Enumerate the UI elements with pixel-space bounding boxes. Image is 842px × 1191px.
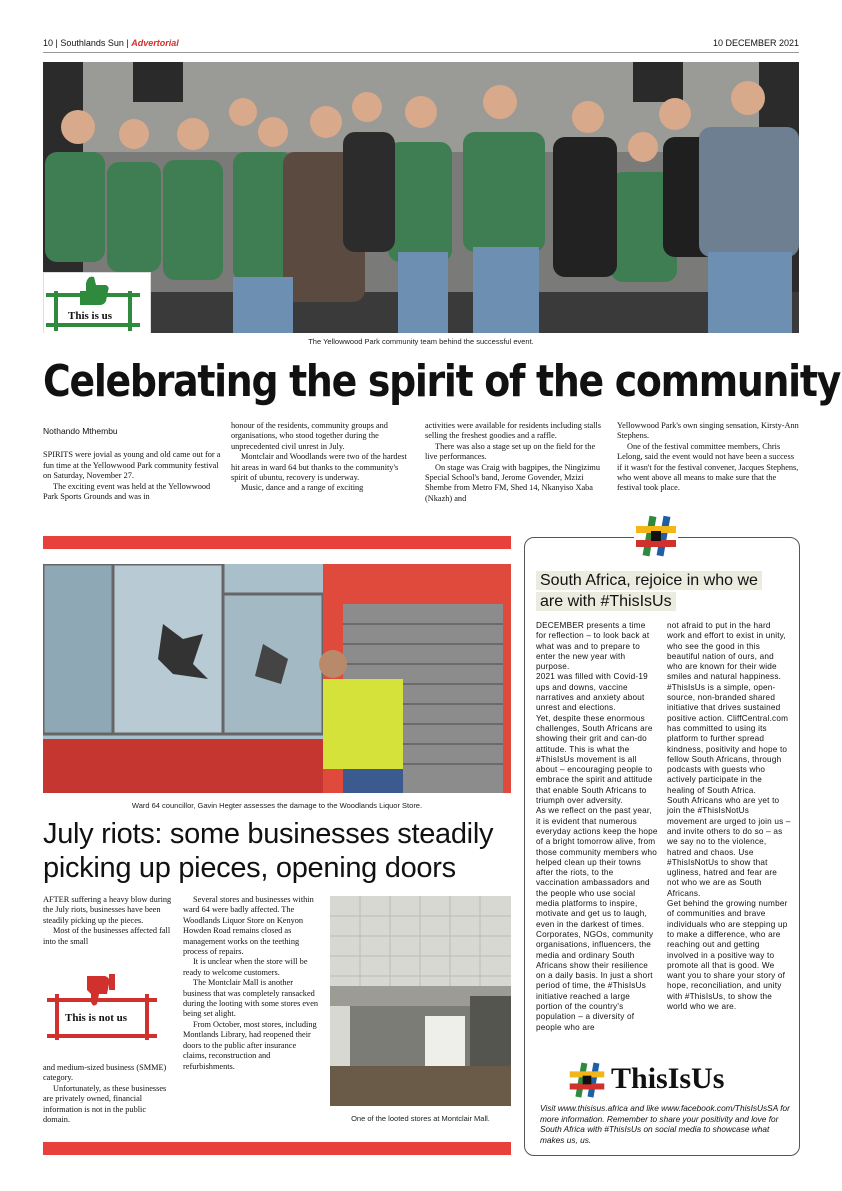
this-is-not-us-badge bbox=[43, 970, 163, 1042]
riot-column-2 bbox=[183, 895, 321, 1072]
story-column-4 bbox=[617, 421, 799, 494]
sidebar-column-2: not afraid to put in the hard work and effort to exist in unity, who see the good in this beautiful nation of ours, and who are known for their wide smiles and natural happiness. #ThisIsUs is a simple, open-source, non-branded shared initiative that drives sustained positive action. CliffCentral.com has committed to using its platform to further spread kindness, positivity and hope to fellow South Africans, through podcasts with guests who actively participate in the healing of South Africa. South Africans who are yet to join the #ThisIsNotUs movement are urged to join us – and invite others to do so – as we say no to the violence, hatred and chaos. Use #ThisIsNotUs to show that ugliness, hatred and fear are not who we are as South Africans. Get behind the growing number of communities and brave individuals who are stepping up to make a difference, who are reaching out and getting involved in a positive way to promote all that is good. We want you to share your story of hope, reconciliation, and unity with #ThisIsUs, to show the world who we are. bbox=[667, 621, 791, 1011]
paragraph: Several stores and businesses within ward 64 were badly affected. The Woodlands Liquor Store on Kenyon Howden Road remains closed as management works on the teething process of repairs. bbox=[183, 895, 314, 957]
header-left: 10 | Southlands Sun | Advertorial bbox=[43, 38, 179, 48]
page-header bbox=[43, 38, 799, 52]
badge-label: This is not us bbox=[65, 1012, 128, 1024]
riot-headline-line-2: picking up pieces, opening doors bbox=[43, 852, 456, 884]
sidebar-title-line-2: are with #ThisIsUs bbox=[536, 592, 676, 611]
paragraph: One of the festival committee members, Chris Lelong, said the event would not have been a success if it wasn't for the festival convener, Jacques Stephens, who went above all means to make sure that the festival took place. bbox=[617, 441, 799, 493]
paragraph: Yellowwood Park's own singing sensation, Kirsty-Ann Stephens. bbox=[617, 421, 799, 441]
story-column-1 bbox=[43, 426, 221, 502]
paragraph: The Montclair Mall is another business that was completely ransacked during the looting with some stores even being set alight. bbox=[183, 978, 319, 1019]
mall-store-photo bbox=[330, 896, 511, 1106]
section-label: Advertorial bbox=[131, 38, 179, 48]
story-column-2 bbox=[231, 421, 415, 494]
mall-store-illustration bbox=[330, 896, 511, 1106]
section-divider-bar bbox=[43, 536, 511, 549]
thumbs-down-icon bbox=[43, 970, 163, 1042]
paragraph: SPIRITS were jovial as young and old came out for a fun time at the Yellowwood Park community festival on Saturday, November 27. bbox=[43, 450, 221, 481]
thumbs-up-icon bbox=[44, 273, 150, 333]
riot-column-1-bottom bbox=[43, 1063, 173, 1125]
paragraph: Music, dance and a range of exciting bbox=[241, 483, 364, 493]
sidebar-footer: Visit www.thisisus.africa and like www.facebook.com/ThisIsUsSA for more information. Remember to share your positivity and love for South Africa with #ThisIsUs on social media to showcase what makes us, us. bbox=[540, 1103, 790, 1145]
logo-wordmark: ThisIsUs bbox=[611, 1062, 725, 1095]
liquor-store-illustration bbox=[43, 564, 511, 793]
riot-column-1-top bbox=[43, 895, 173, 947]
riot-headline bbox=[43, 817, 513, 885]
byline: Nothando Mthembu bbox=[43, 426, 118, 436]
story-column-3 bbox=[425, 421, 607, 504]
issue-date: 10 DECEMBER 2021 bbox=[712, 38, 799, 48]
header-rule bbox=[43, 52, 799, 53]
paragraph: activities were available for residents including stalls selling the freshest goodies and a raffle. bbox=[425, 421, 602, 441]
this-is-us-badge bbox=[43, 272, 151, 333]
hashtag-icon bbox=[634, 514, 678, 558]
paragraph: Montclair and Woodlands were two of the hardest hit areas in ward 64 but thanks to the community's spirit of ubuntu, recovery is underway. bbox=[231, 452, 407, 483]
main-headline: Celebrating the spirit of the community bbox=[43, 356, 841, 407]
page-number: 10 bbox=[43, 38, 54, 48]
community-team-photo bbox=[43, 62, 799, 333]
community-team-illustration bbox=[43, 62, 799, 333]
sidebar-title-line-1: South Africa, rejoice in who we bbox=[536, 571, 762, 590]
paragraph: From October, most stores, including Montlands Library, had reopened their doors to the public after insurance claims, reconstruction and refurbishments. bbox=[183, 1019, 317, 1071]
hashtag-logo-icon bbox=[634, 514, 678, 558]
badge-label: This is us bbox=[68, 310, 113, 322]
riot-headline-line-1: July riots: some businesses steadily bbox=[43, 818, 494, 850]
team-photo-caption: The Yellowwood Park community team behind the successful event. bbox=[308, 337, 534, 346]
paragraph: There was also a stage set up on the field for the live performances. bbox=[425, 441, 596, 462]
paragraph: It is unclear when the store will be ready to welcome customers. bbox=[183, 957, 308, 977]
sidebar-column-1: DECEMBER presents a time for reflection – to look back at what was and to prepare to enter the new year with purpose. 2021 was filled with Covid-19 ups and downs, vaccine narratives and anxiety about unrest and elections. Yet, despite these enormous challenges, South Africans are showing their grit and can-do attitude. This is what the #ThisIsUs movement is all about – encouraging people to embrace the spirit and attitude that enable South Africans to triumph over adversity. As we reflect on the past year, it is evident that numerous everyday actions keep the hope of a bright tomorrow alive, from those community members who helped clean up their towns after the riots, to the vaccination ambassadors and the people who use social media platforms to inspire, motivate and get us to laugh, even in the darkest of times. Corporates, NGOs, community organisations, influencers, the media and ordinary South Africans show their resilience on a daily basis. In just a short period of time, the #ThisIsUs initiative reached a large portion of the country's population – a diversity of people who are bbox=[536, 621, 658, 1032]
sidebar-title bbox=[536, 569, 786, 611]
paragraph: AFTER suffering a heavy blow during the July riots, businesses have been steadily picking up the pieces. bbox=[43, 895, 172, 925]
liquor-store-photo bbox=[43, 564, 511, 793]
mall-store-caption: One of the looted stores at Montclair Mall. bbox=[351, 1114, 490, 1123]
publication-name: Southlands Sun bbox=[60, 38, 124, 48]
paragraph: and medium-sized business (SMME) category. bbox=[43, 1063, 167, 1083]
liquor-store-caption: Ward 64 councillor, Gavin Hegter assesses the damage to the Woodlands Liquor Store. bbox=[131, 801, 423, 810]
bottom-divider-bar bbox=[43, 1142, 511, 1155]
paragraph: honour of the residents, community groups and organisations, who stood together during the unprecedented civil unrest in July. bbox=[231, 421, 388, 451]
paragraph: On stage was Craig with bagpipes, the Ningizimu Special School's band, Jerome Govender, Mzizi Shembe from Metro FM, Shed 14, Nkanyiso Xaba (Nkazh) and bbox=[425, 462, 600, 503]
thisisus-logo bbox=[567, 1061, 747, 1099]
paragraph: Most of the businesses affected fall into the small bbox=[43, 926, 171, 946]
paragraph: The exciting event was held at the Yellowwood Park Sports Grounds and was in bbox=[43, 481, 211, 502]
paragraph: Unfortunately, as these businesses are privately owned, financial information is not in the public domain. bbox=[43, 1083, 167, 1125]
hashtag-icon bbox=[567, 1061, 607, 1099]
